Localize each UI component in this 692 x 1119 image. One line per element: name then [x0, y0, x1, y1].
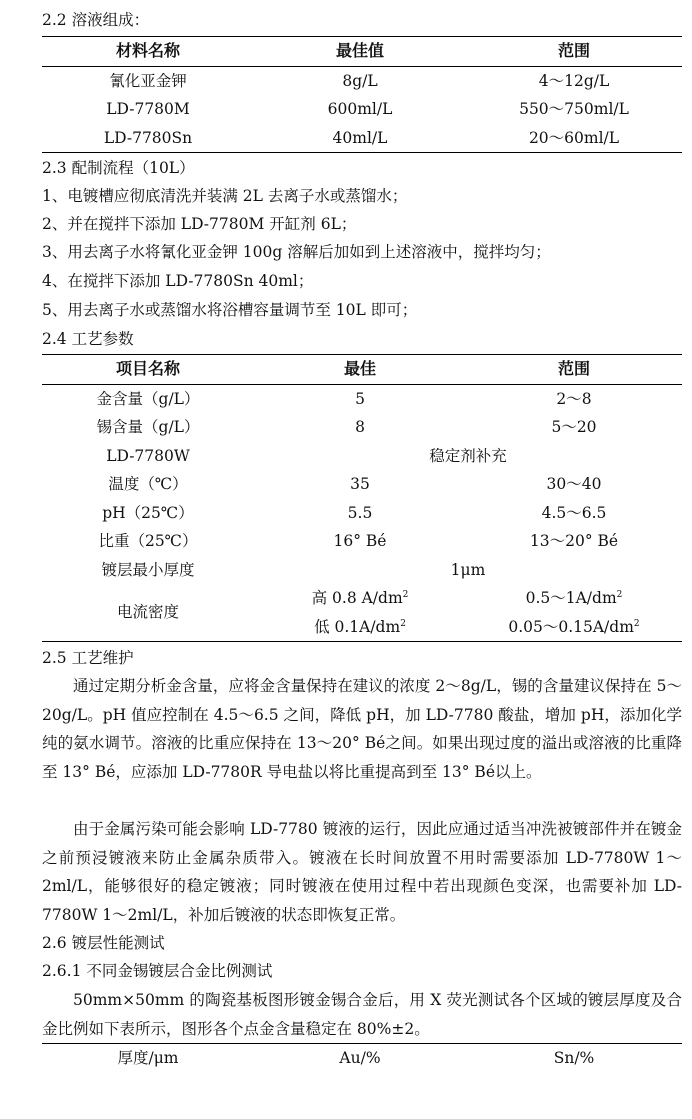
- cell: 金含量（g/L）: [96, 389, 200, 408]
- paragraph-text: 通过定期分析金含量，应将金含量保持在建议的浓度 2～8g/L，锡的含量建议保持在 5～20g/L。pH 值应控制在 4.5～6.5 之间，降低 pH，加 LD-7780 酸盐，增加 pH，添加化学纯的氨水调节。溶液的比重应保持在 13～20° Bé之间。如果出现过度的溢出或溶液的比重降至 13° Bé，应添加 LD-7780R 导电盐以将比重提高到至 13° Bé以上。: [42, 677, 682, 781]
- cell: 镀层最小厚度: [101, 560, 195, 579]
- process-parameters-table: [42, 354, 682, 642]
- cell: 550～750ml/L: [519, 100, 629, 118]
- cell: 4～12g/L: [538, 71, 610, 90]
- table-row: [42, 413, 682, 442]
- cell: 13～20° Bé: [529, 532, 619, 550]
- cell: 稳定剂补充: [429, 446, 507, 465]
- cell: 比重（25℃）: [98, 532, 198, 550]
- cell: 锡含量（g/L）: [96, 418, 200, 436]
- cell: LD-7780W: [106, 446, 190, 465]
- col-sn: Sn/%: [553, 1049, 595, 1067]
- table-header-row: [42, 37, 682, 67]
- col-thickness: 厚度/μm: [117, 1049, 179, 1067]
- section-2-2-heading: 2.2 溶液组成：: [42, 11, 150, 29]
- cell: $0.05\sim 0.15A/dm^2$: [508, 617, 640, 636]
- cell: 1μm: [450, 560, 486, 579]
- step-item: 5、用去离子水或蒸馏水将浴槽容量调节至 10L 即可；: [42, 301, 418, 319]
- cell: 4.5～6.5: [541, 503, 607, 522]
- col-range: 范围: [466, 355, 682, 385]
- cell: 8: [355, 418, 365, 436]
- cell: LD-7780M: [106, 100, 190, 118]
- alloy-ratio-table: [42, 1043, 682, 1073]
- step-item: 3、用去离子水将氰化亚金钾 100g 溶解后加如到上述溶液中，搅拌均匀；: [42, 243, 551, 261]
- cell: 5～20: [551, 418, 597, 436]
- cell: 氰化亚金钾: [109, 71, 187, 90]
- section-2-5-heading: 2.5 工艺维护: [42, 649, 134, 667]
- cell: 8g/L: [342, 71, 378, 90]
- cell: 20～60ml/L: [528, 128, 620, 147]
- step-item: 2、并在搅拌下添加 LD-7780M 开缸剂 6L；: [42, 215, 357, 233]
- cell: pH（25℃）: [102, 503, 194, 522]
- col-best: 最佳: [254, 355, 466, 385]
- table-row: [42, 95, 682, 124]
- cell: 35: [350, 475, 370, 493]
- cell: 16° Bé: [333, 532, 387, 550]
- table-row: [42, 556, 682, 585]
- table-row: [42, 470, 682, 499]
- section-2-4-heading: 2.4 工艺参数: [42, 330, 134, 348]
- table-header-row: [42, 355, 682, 385]
- col-best-value: 最佳值: [254, 37, 466, 67]
- step-item: 4、在搅拌下添加 LD-7780Sn 40ml；: [42, 272, 314, 290]
- maintenance-paragraph-2: [42, 815, 682, 929]
- col-item-name: 项目名称: [42, 355, 254, 385]
- cell: 5: [355, 389, 365, 408]
- cell: $0.5\sim 1A/dm^2$: [525, 589, 623, 607]
- table-row: [42, 499, 682, 528]
- paragraph-text: 50mm×50mm 的陶瓷基板图形镀金锡合金后，用 X 荧光测试各个区域的镀层厚度及合金比例如下表所示，图形各个点金含量稳定在 80%±2。: [42, 991, 682, 1038]
- table-row: [42, 527, 682, 556]
- section-2-6-1-heading: 2.6.1 不同金锡镀层合金比例测试: [42, 962, 273, 980]
- col-range: 范围: [466, 37, 682, 67]
- cell: 低 $0.1A/dm^2$: [314, 617, 406, 636]
- cell: 5.5: [347, 503, 373, 522]
- section-2-6-heading: 2.6 镀层性能测试: [42, 934, 165, 952]
- table-row: [42, 442, 682, 471]
- cell: 2～8: [556, 389, 592, 408]
- cell: 600ml/L: [327, 100, 393, 118]
- maintenance-paragraph-1: [42, 672, 682, 786]
- table-row: [42, 584, 682, 613]
- cell: 温度（℃）: [108, 475, 188, 493]
- cell: 30～40: [546, 475, 602, 493]
- cell: LD-7780Sn: [103, 128, 193, 147]
- paragraph-text: 由于金属污染可能会影响 LD-7780 镀液的运行，因此应通过适当冲洗被镀部件并在镀金之前预浸镀液来防止金属杂质带入。镀液在长时间放置不用时需要添加 LD-7780W 1～2ml/L，能够很好的稳定镀液；同时镀液在使用过程中若出现颜色变深，也需要补加 LD-7780W 1～2ml/L，补加后镀液的状态即恢复正常。: [42, 820, 682, 924]
- col-au: Au/%: [339, 1049, 381, 1067]
- section-2-3-heading: 2.3 配制流程（10L）: [42, 159, 195, 177]
- table-row: [42, 384, 682, 413]
- table-row: [42, 66, 682, 95]
- solution-composition-table: [42, 36, 682, 153]
- test-paragraph: [42, 986, 682, 1043]
- cell: 40ml/L: [332, 128, 388, 147]
- cell: 电流密度: [116, 603, 179, 622]
- cell: 高 0.8 $A/dm^2$: [311, 589, 409, 607]
- table-row: [42, 124, 682, 153]
- col-material-name: 材料名称: [42, 37, 254, 67]
- table-header-row: [42, 1044, 682, 1073]
- step-item: 1、电镀槽应彻底清洗并装满 2L 去离子水或蒸馏水；: [42, 187, 408, 205]
